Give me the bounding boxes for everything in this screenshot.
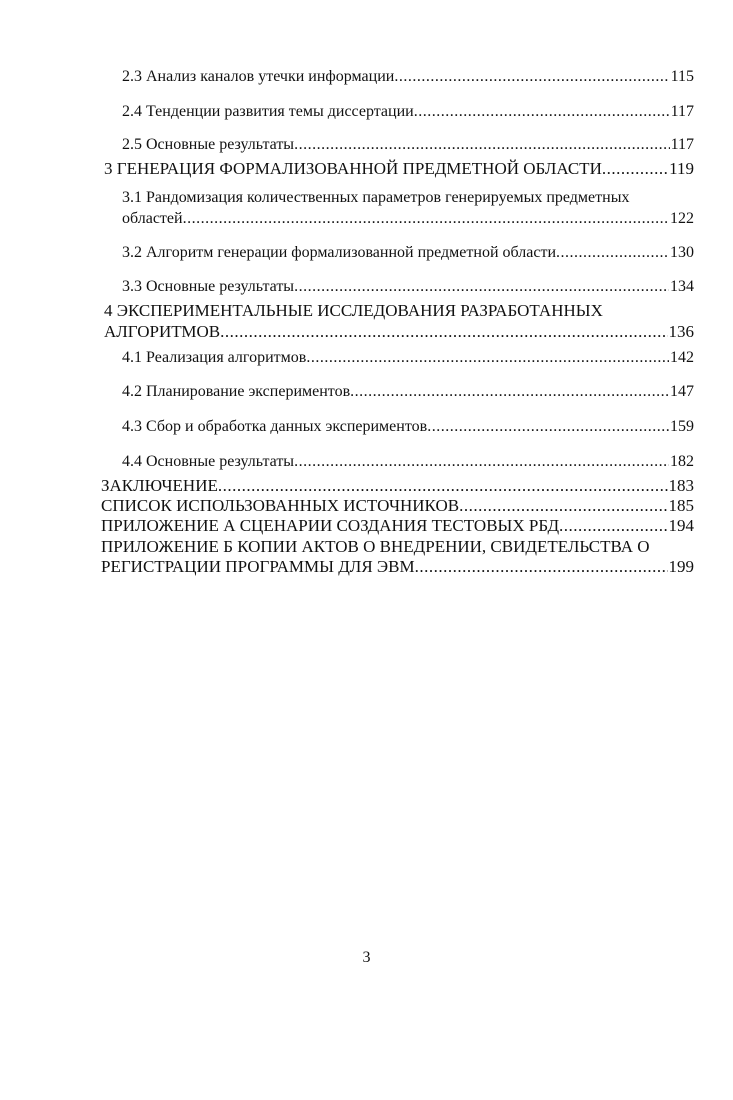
dot-leader [559,516,667,536]
dot-leader [415,557,668,577]
toc-entry-title-line1: 4 ЭКСПЕРИМЕНТАЛЬНЫЕ ИССЛЕДОВАНИЯ РАЗРАБОТАННЫХ [104,301,603,320]
toc-entry-page: 182 [670,453,694,470]
toc-entry-title-line1: ПРИЛОЖЕНИЕ Б КОПИИ АКТОВ О ВНЕДРЕНИИ, СВИДЕТЕЛЬСТВА О [101,537,650,556]
toc-entry-title-line2: РЕГИСТРАЦИИ ПРОГРАММЫ ДЛЯ ЭВМ [101,557,415,576]
dot-leader [183,209,669,229]
dot-leader [294,452,669,472]
toc-entry-conclusion [101,476,694,496]
toc-entry-title-line2: АЛГОРИТМОВ [104,322,221,341]
toc-entry-appendix-b-continued [101,557,694,577]
dot-leader [306,348,669,368]
dot-leader [414,102,670,122]
dot-leader [294,135,670,155]
toc-entry-3-1-continued [122,209,694,229]
toc-entry-page: 199 [668,557,694,576]
toc-entry-page: 117 [670,136,694,153]
dot-leader [394,67,669,87]
toc-entry-3-2 [122,243,694,263]
toc-entry-title: 4.4 Основные результаты [122,453,295,470]
toc-entry-page: 122 [670,210,694,227]
toc-entry-title: ПРИЛОЖЕНИЕ А СЦЕНАРИИ СОЗДАНИЯ ТЕСТОВЫХ РБД [101,516,560,535]
toc-entry-4-1 [122,348,694,368]
toc-entry-title: 4.3 Сбор и обработка данных экспериментов [122,418,428,435]
dot-leader [220,322,667,342]
dot-leader [294,277,669,297]
toc-entry-3-3 [122,277,694,297]
toc-entry-page: 134 [670,278,694,295]
dot-leader [427,417,669,437]
toc-entry-page: 159 [670,418,694,435]
dot-leader [602,159,668,179]
toc-entry-appendix-b [101,537,694,557]
toc-entry-title: ЗАКЛЮЧЕНИЕ [101,476,218,495]
toc-entry-title: 2.3 Анализ каналов утечки информации [122,68,395,85]
toc-entry-4-continued [104,322,694,342]
toc-entry-page: 119 [669,159,694,178]
toc-entry-4 [104,301,694,321]
toc-entry-title-line2: областей [122,210,183,227]
page-number: 3 [362,949,371,966]
toc-entry-title: 4.2 Планирование экспериментов [122,383,351,400]
toc-entry-page: 115 [670,68,694,85]
toc-entry-4-4 [122,452,694,472]
toc-entry-page: 147 [670,383,694,400]
toc-entry-title: 3.2 Алгоритм генерации формализованной предметной области [122,244,556,261]
toc-entry-2-4 [122,102,694,122]
toc-entry-3 [104,159,694,179]
toc-entry-4-3 [122,417,694,437]
toc-entry-page: 194 [668,516,694,535]
toc-entry-page: 130 [670,244,694,261]
dot-leader [556,243,669,263]
toc-entry-page: 185 [668,496,694,515]
toc-entry-references [101,496,694,516]
toc-entry-title: 2.4 Тенденции развития темы диссертации [122,103,414,120]
dot-leader [218,476,668,496]
toc-entry-title: 3.3 Основные результаты [122,278,295,295]
toc-entry-title: СПИСОК ИСПОЛЬЗОВАННЫХ ИСТОЧНИКОВ [101,496,460,515]
toc-entry-2-3 [122,67,694,87]
toc-entry-page: 117 [670,103,694,120]
toc-entry-appendix-a [101,516,694,536]
toc-entry-2-5 [122,135,694,155]
dot-leader [350,382,669,402]
toc-entry-4-2 [122,382,694,402]
toc-entry-title: 2.5 Основные результаты [122,136,295,153]
toc-entry-title: 3 ГЕНЕРАЦИЯ ФОРМАЛИЗОВАННОЙ ПРЕДМЕТНОЙ ОБЛАСТИ [104,159,602,178]
toc-entry-page: 142 [670,349,694,366]
dot-leader [459,496,667,516]
toc-entry-3-1 [122,188,694,208]
toc-entry-title: 4.1 Реализация алгоритмов [122,349,307,366]
toc-entry-page: 136 [668,322,694,341]
toc-entry-title-line1: 3.1 Рандомизация количественных параметров генерируемых предметных [122,189,630,206]
toc-entry-page: 183 [668,476,694,495]
